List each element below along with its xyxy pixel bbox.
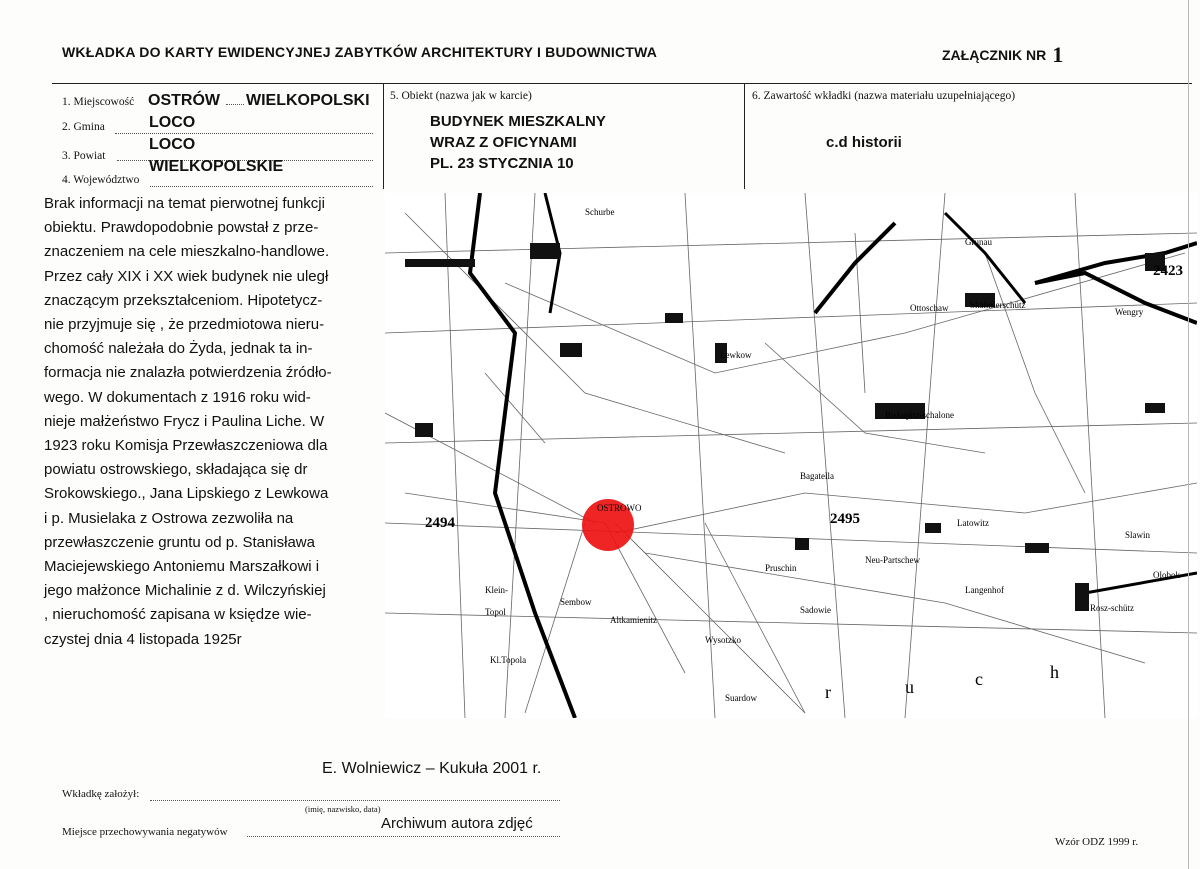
scan-edge	[1188, 0, 1189, 869]
description-line: i p. Musielaka z Ostrowa zezwoliła na	[44, 509, 294, 527]
object-line-1: BUDYNEK MIESZKALNY	[430, 113, 606, 130]
description-line: nie przyjmuje się , że przedmiotowa nieru-	[44, 316, 325, 334]
description-line: Maciejewskiego Antoniemu Marszałkowi i	[44, 558, 320, 576]
description-line: jego małżonce Michalinie z d. Wilczyńskiej	[44, 582, 326, 600]
place-label: Rosz-schütz	[1090, 603, 1134, 613]
miejscowosc-dots	[226, 104, 244, 105]
description-line: , nieruchomość zapisana w księdze wie-	[44, 606, 312, 624]
place-label: Olobok	[1153, 570, 1180, 580]
column-divider	[383, 84, 384, 189]
region-letter: u	[905, 677, 914, 697]
contents-label: 6. Zawartość wkładki (nazwa materiału uzupełniającego)	[752, 90, 1016, 102]
sheet-label: 2494	[425, 515, 455, 531]
sheet-label: 2495	[830, 511, 860, 527]
place-label: Latowitz	[957, 518, 989, 528]
region-letter: h	[1050, 662, 1059, 682]
place-label: Ottoschaw	[910, 303, 949, 313]
founder-dots	[150, 800, 560, 801]
description-line: nieje małżeństwo Frycz i Paulina Liche. W	[44, 412, 325, 430]
place-label: Klein-	[485, 585, 508, 595]
place-label: Grunau	[965, 237, 992, 247]
miejscowosc-label: 1. Miejscowość	[62, 96, 135, 108]
place-label: Wengry	[1115, 307, 1144, 317]
template-version: Wzór ODZ 1999 r.	[1055, 836, 1139, 848]
description-line: formacja nie znalazła potwierdzenia źródło-	[44, 364, 332, 382]
place-label: Langenhof	[965, 585, 1004, 595]
powiat-label: 3. Powiat	[62, 150, 106, 162]
object-line-3: PL. 23 STYCZNIA 10	[430, 155, 574, 172]
founder-sub: (imię, nazwisko, data)	[305, 804, 381, 814]
place-label: Bagatella	[800, 471, 834, 481]
place-label: Lewkow	[720, 350, 752, 360]
place-label: Neu-Partschew	[865, 555, 920, 565]
description-line: chomość należała do Żyda, jednak ta in-	[44, 340, 313, 358]
gmina-dots	[115, 133, 373, 134]
place-label: Skalmierschütz	[970, 300, 1026, 310]
annex-label-text: ZAŁĄCZNIK NR	[942, 47, 1047, 63]
place-label: Wysotzko	[705, 635, 741, 645]
description-line: obiektu. Prawdopodobnie powstał z prze-	[44, 219, 319, 237]
place-label: Pruschin	[765, 563, 797, 573]
description-line: Srokowskiego., Jana Lipskiego z Lewkowa	[44, 485, 329, 503]
column-divider	[744, 84, 745, 189]
form-title: WKŁADKA DO KARTY EWIDENCYJNEJ ZABYTKÓW ARCHITEKTURY I BUDOWNICTWA	[62, 44, 658, 60]
object-line-2: WRAZ Z OFICYNAMI	[430, 134, 577, 151]
place-label: OSTROWO	[597, 503, 642, 513]
place-label: Topol	[485, 607, 506, 617]
description-line: znaczeniem na cele mieszkalno-handlowe.	[44, 243, 330, 261]
place-label: Sadowie	[800, 605, 831, 615]
description-line: Przez cały XIX i XX wiek budynek nie uległ	[44, 267, 329, 285]
region-letter: c	[975, 669, 983, 689]
gmina-value: LOCO	[149, 114, 196, 131]
region-letter: r	[825, 682, 831, 702]
storage-dots	[247, 836, 560, 837]
historical-map	[385, 193, 1197, 718]
miejscowosc-value-2: WIELKOPOLSKI	[246, 92, 370, 109]
description-line: 1923 roku Komisja Przewłaszczeniowa dla	[44, 437, 328, 455]
wojewodztwo-label: 4. Województwo	[62, 174, 140, 186]
wojewodztwo-dots	[150, 186, 373, 187]
object-label: 5. Obiekt (nazwa jak w karcie)	[390, 90, 532, 102]
description-line: powiatu ostrowskiego, składająca się dr	[44, 461, 308, 479]
description-line: wego. W dokumentach z 1916 roku wid-	[44, 388, 311, 406]
annex-label	[942, 42, 1063, 68]
description-text	[44, 192, 378, 652]
founder-label: Wkładkę założył:	[62, 788, 140, 800]
wojewodztwo-value: WIELKOPOLSKIE	[149, 158, 284, 175]
place-label: Altkamienitz	[610, 615, 657, 625]
place-label: Sembow	[560, 597, 592, 607]
place-label: Slawin	[1125, 530, 1151, 540]
description-line: Brak informacji na temat pierwotnej funkcji	[44, 195, 325, 212]
box-corner	[52, 188, 53, 189]
gmina-label: 2. Gmina	[62, 121, 105, 133]
powiat-value: LOCO	[149, 136, 196, 153]
description-line: znaczącym przekształceniom. Hipotetycz-	[44, 291, 323, 309]
author-line: E. Wolniewicz – Kukuła 2001 r.	[322, 760, 542, 777]
contents-value: c.d historii	[826, 134, 902, 151]
storage-label: Miejsce przechowywania negatywów	[62, 826, 228, 838]
place-label: Kl.Topola	[490, 655, 527, 665]
description-line: czystej dnia 4 listopada 1925r	[44, 630, 242, 648]
place-label: Suardow	[725, 693, 757, 703]
place-label: Schurbe	[585, 207, 615, 217]
description-line: przewłaszczenie gruntu od p. Stanisława	[44, 533, 315, 551]
map-svg	[385, 193, 1197, 718]
storage-value: Archiwum autora zdjęć	[381, 815, 533, 832]
place-label: Biskupitz-schalone	[885, 410, 954, 420]
annex-number: 1	[1052, 42, 1064, 67]
sheet-label: 2423	[1153, 263, 1183, 279]
miejscowosc-value-1: OSTRÓW	[148, 92, 220, 109]
